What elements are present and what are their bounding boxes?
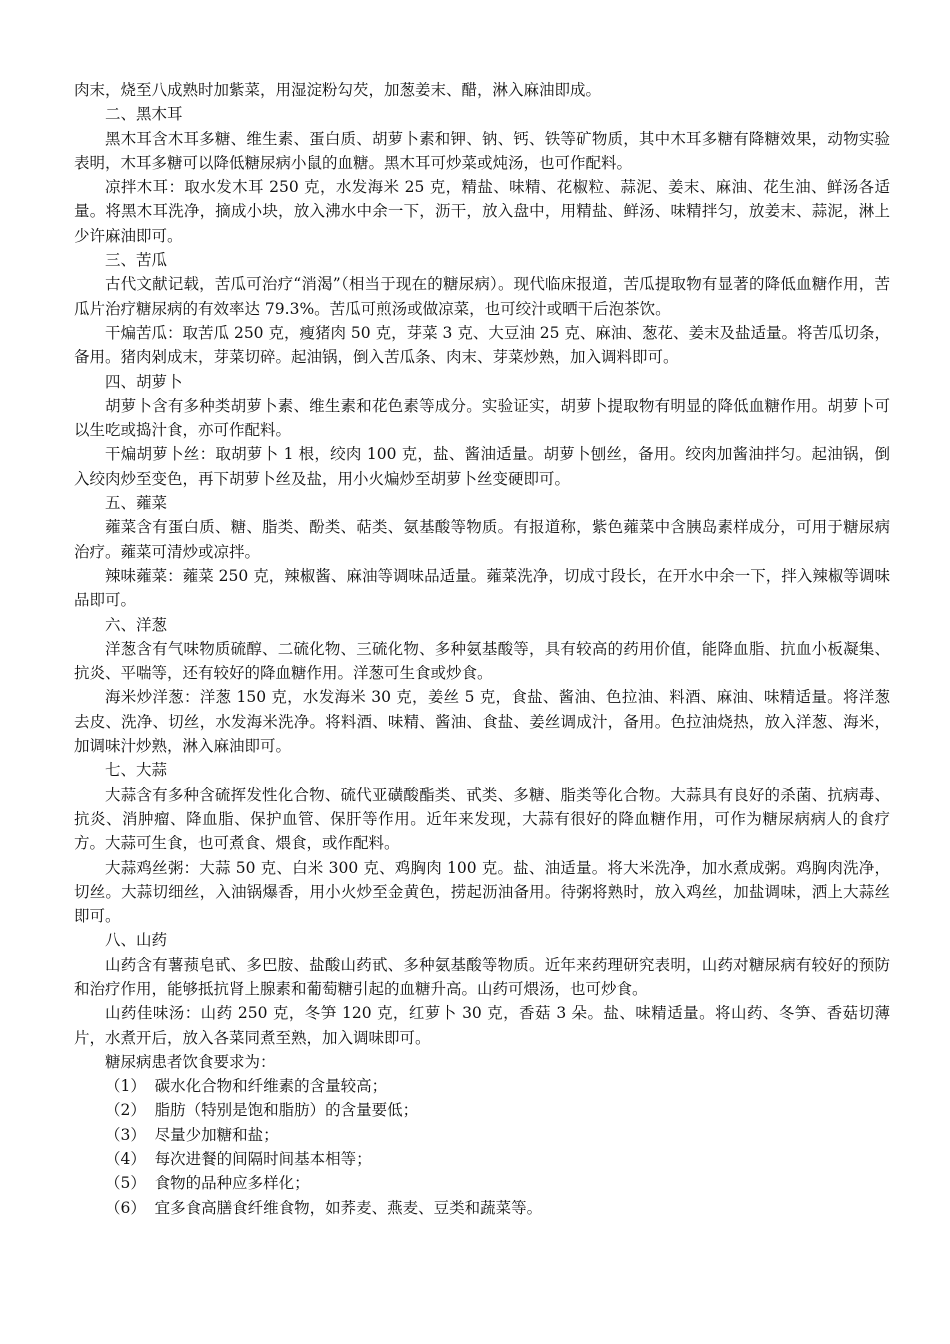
body-paragraph: 大蒜含有多种含硫挥发性化合物、硫代亚磺酸酯类、甙类、多糖、脂类等化合物。大蒜具有良好的杀菌、抗病毒、抗炎、消肿瘤、降血脂、保护血管、保肝等作用。近年来发现，大蒜有很好的降血糖作用，可作为糖尿病病人的食疗方。大蒜可生食，也可煮食、煨食，或作配料。: [74, 785, 890, 853]
body-paragraph: 海米炒洋葱：洋葱 150 克，水发海米 30 克，姜丝 5 克，食盐、酱油、色拉油、料酒、麻油、味精适量。将洋葱去皮、洗净、切丝，水发海米洗净。将料酒、味精、酱油、食盐、姜丝调成汁，备用。色拉油烧热，放入洋葱、海米，加调味汁炒熟，淋入麻油即可。: [74, 688, 890, 756]
requirement-item: [74, 1074, 890, 1098]
section-heading: 二、黑木耳: [105, 105, 183, 124]
body-paragraph: 肉末，烧至八成熟时加紫菜，用湿淀粉勾芡，加葱姜末、醋，淋入麻油即成。: [74, 81, 602, 99]
body-paragraph: 胡萝卜含有多种类胡萝卜素、维生素和花色素等成分。实验证实，胡萝卜提取物有明显的降低血糖作用。胡萝卜可以生吃或捣汁食，亦可作配料。: [74, 396, 890, 440]
requirement-number: （4）: [105, 1150, 146, 1169]
body-paragraph: 黑木耳含木耳多糖、维生素、蛋白质、胡萝卜素和钾、钠、钙、铁等矿物质，其中木耳多糖有降糖效果，动物实验表明，木耳多糖可以降低糖尿病小鼠的血糖。黑木耳可炒菜或炖汤，也可作配料。: [74, 129, 890, 172]
requirement-text: 食物的品种应多样化；: [154, 1174, 310, 1193]
requirement-number: （3）: [105, 1125, 146, 1144]
body-paragraph: 凉拌木耳：取水发木耳 250 克，水发海米 25 克，精盐、味精、花椒粒、蒜泥、姜末、麻油、花生油、鲜汤各适量。将黑木耳洗净，摘成小块，放入沸水中余一下，沥干，放入盘中，用精盐、鲜汤、味精拌匀，放姜末、蒜泥，淋上少许麻油即可。: [74, 178, 890, 245]
body-paragraph: 洋葱含有气味物质硫醇、二硫化物、三硫化物、多种氨基酸等，具有较高的药用价值，能降血脂、抗血小板凝集、抗炎、平喘等，还有较好的降血糖作用。洋葱可生食或炒食。: [74, 639, 890, 683]
body-paragraph: 干煸胡萝卜丝：取胡萝卜 1 根，绞肉 100 克，盐、酱油适量。胡萝卜刨丝，备用。绞肉加酱油拌匀。起油锅，倒入绞肉炒至变色，再下胡萝卜丝及盐，用小火煸炒至胡萝卜丝变硬即可。: [74, 445, 890, 488]
section-heading: 四、胡萝卜: [105, 372, 183, 391]
requirement-text: 尽量少加糖和盐；: [154, 1125, 279, 1144]
document-page: [74, 78, 890, 1220]
body-text: [74, 78, 890, 1074]
section-heading: 三、苦瓜: [105, 251, 168, 270]
requirement-text: 每次进餐的间隔时间基本相等；: [154, 1150, 372, 1169]
section-heading: 七、大蒜: [105, 761, 168, 780]
body-paragraph: 山药佳味汤：山药 250 克，冬笋 120 克，红萝卜 30 克，香菇 3 朵。盐、味精适量。将山药、冬笋、香菇切薄片，水煮开后，放入各菜同煮至熟，加入调味即可。: [74, 1004, 890, 1047]
requirement-number: （5）: [105, 1174, 146, 1193]
requirement-item: [74, 1123, 890, 1147]
section-heading: 五、蕹菜: [105, 494, 168, 513]
body-paragraph: 大蒜鸡丝粥：大蒜 50 克、白米 300 克、鸡胸肉 100 克。盐、油适量。将大米洗净，加水煮成粥。鸡胸肉洗净，切丝。大蒜切细丝，入油锅爆香，用小火炒至金黄色，捞起沥油备用。待粥将熟时，放入鸡丝，加盐调味，洒上大蒜丝即可。: [74, 858, 890, 926]
requirement-text: 碳水化合物和纤维素的含量较高；: [154, 1077, 388, 1096]
requirement-item: [74, 1098, 890, 1122]
diet-requirements-list: [74, 1074, 890, 1220]
requirement-text: 宜多食高膳食纤维食物，如荞麦、燕麦、豆类和蔬菜等。: [154, 1198, 543, 1217]
requirement-number: （6）: [105, 1198, 146, 1217]
body-paragraph: 辣味蕹菜：蕹菜 250 克，辣椒酱、麻油等调味品适量。蕹菜洗净，切成寸段长，在开水中余一下，拌入辣椒等调味品即可。: [74, 566, 890, 610]
requirement-number: （2）: [105, 1101, 146, 1120]
body-paragraph: 干煸苦瓜：取苦瓜 250 克，瘦猪肉 50 克，芽菜 3 克、大豆油 25 克、麻油、葱花、姜末及盐适量。将苦瓜切条，备用。猪肉剁成末，芽菜切碎。起油锅，倒入苦瓜条、肉末、芽菜炒熟，加入调料即可。: [74, 323, 890, 367]
body-paragraph: 蕹菜含有蛋白质、糖、脂类、酚类、萜类、氨基酸等物质。有报道称，紫色蕹菜中含胰岛素样成分，可用于糖尿病治疗。蕹菜可清炒或凉拌。: [74, 518, 890, 561]
section-heading: 六、洋葱: [105, 615, 168, 634]
requirement-number: （1）: [105, 1077, 146, 1096]
body-paragraph: 糖尿病患者饮食要求为：: [105, 1052, 276, 1071]
requirement-item: [74, 1171, 890, 1195]
body-paragraph: 古代文献记载，苦瓜可治疗“消渴”（相当于现在的糖尿病）。现代临床报道，苦瓜提取物有显著的降低血糖作用，苦瓜片治疗糖尿病的有效率达 79.3%。苦瓜可煎汤或做凉菜，也可绞汁或晒干后泡茶饮。: [74, 275, 890, 318]
section-heading: 八、山药: [105, 931, 168, 950]
requirement-text: 脂肪（特别是饱和脂肪）的含量要低；: [154, 1101, 419, 1120]
requirement-item: [74, 1147, 890, 1171]
body-paragraph: 山药含有薯蓣皂甙、多巴胺、盐酸山药甙、多种氨基酸等物质。近年来药理研究表明，山药对糖尿病有较好的预防和治疗作用，能够抵抗肾上腺素和葡萄糖引起的血糖升高。山药可煨汤，也可炒食。: [74, 955, 890, 998]
requirement-item: [74, 1196, 890, 1220]
